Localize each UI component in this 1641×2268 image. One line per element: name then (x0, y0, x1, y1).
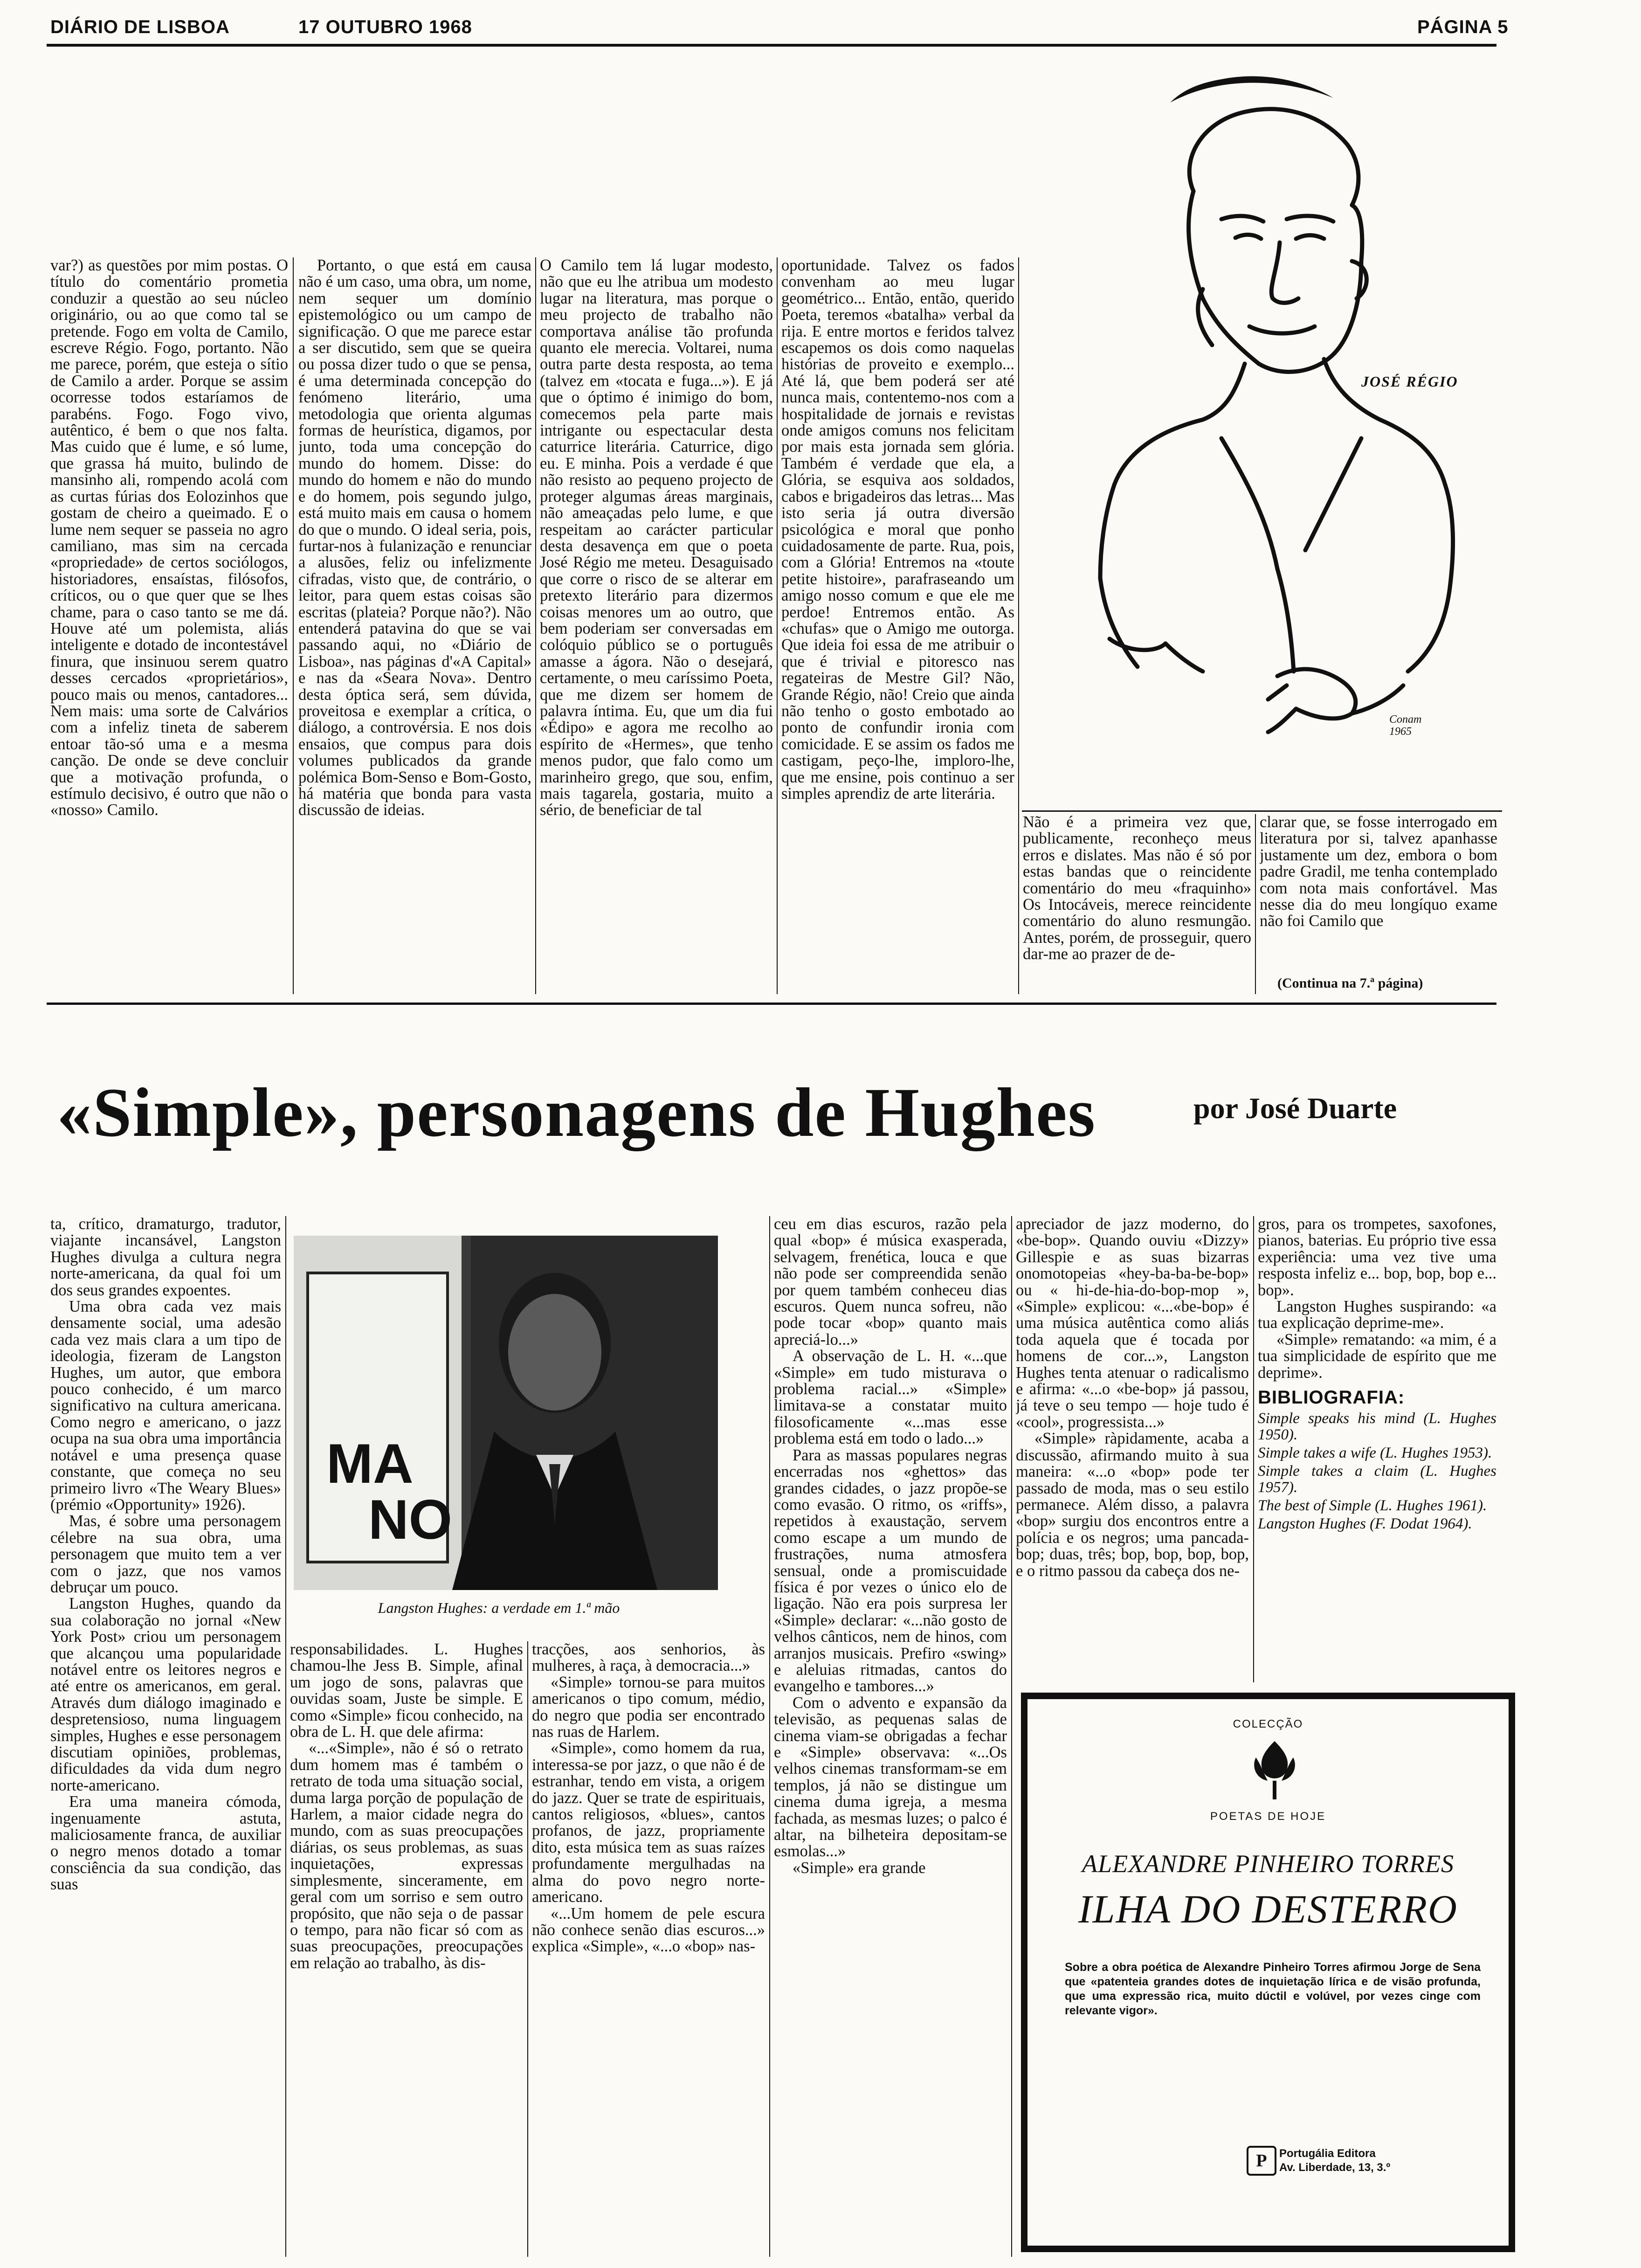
paragraph: Langston Hughes suspirando: «a tua explicação deprime-me». (1258, 1298, 1496, 1332)
paragraph: Langston Hughes, quando da sua colaboração no jornal «New York Post» criou um personagem que alcançou uma popularidade notável entre os leitores negros e até entre os americanos, em geral. Através dum diálogo imaginado e despretensioso, numa linguagem simples, Hughes e esse personagem discutiam opiniões, problemas, dificuldades da vida dum negro norte-americano. (50, 1595, 281, 1794)
top-article-text: O Camilo tem lá lugar modesto, não que eu lhe atribua um modesto lugar na literatura, mas porque o meu projecto de trabalho não comportava análise tão profunda quanto ele merecia. Voltarei, numa outra parte desta resposta, ao tema (talvez em «tocata e fuga...»). E já que o óptimo é inimigo do bom, comecemos pela parte mais intrigante ou espectacular desta caturrice literária. Caturrice, digo eu. E minha. Pois a verdade é que não resisto ao pequeno projecto de proteger algumas áreas marginais, não ameaçadas pelo lume, e que respeitam ao carácter particular desta desavença em que o poeta José Régio me meteu. Desaguisado que corre o risco de se alterar em pretexto literário para dizermos coisas menores um ao outro, que bem poderiam ser conversadas em colóquio público se o português amasse a ágora. Não o desejará, certamente, o meu caríssimo Poeta, que me dizem ser homem de palavra íntima. Eu, que um dia fui «Édipo» e agora me recolho ao espírito de «Hermes», que tenho menos pudor, que falo como um marinheiro grego, que sou, enfim, mais tagarela, gostaria, muito a sério, de beneficiar de tal (540, 257, 773, 819)
paragraph: Uma obra cada vez mais densamente social, uma adesão cada vez mais clara a um tipo de ideologia, fizeram de Langston Hughes, um autor, que embora pouco conhecido, é um marco significativo na cultura americana. Como negro e americano, o jazz ocupa na sua obra uma importância notável e uma presença quase constante, que começa no seu primeiro livro «The Weary Blues» (prémio «Opportunity» 1926). (50, 1298, 281, 1514)
portrait-bottom-rule (1022, 810, 1502, 812)
main-article-column-5 (1016, 1216, 1249, 1682)
top-article-column-6 (1260, 814, 1497, 973)
artist-signature: Conam 1965 (1389, 713, 1422, 738)
column-divider (527, 1641, 528, 2257)
paragraph: Com o advento e expansão da televisão, as pequenas salas de cinema viam-se obrigadas a fechar e «Simple» observava: «...Os velhos cinemas transformam-se em templos, já não se distingue um cinema duma igreja, a mesma fachada, as mesmas luzes; o palco é altar, na bilheteira depositam-se esmolas...» (774, 1694, 1007, 1860)
top-article-column-5 (1023, 814, 1251, 994)
top-article-column-4 (781, 257, 1014, 994)
newspaper-name: DIÁRIO DE LISBOA (50, 17, 230, 37)
top-article-text: Portanto, o que está em causa não é um caso, uma obra, um nome, nem sequer um domínio epistemológico ou um campo de significação. O que me parece estar a ser discutido, sem que se queira ou possa dizer tudo o que se pensa, é uma determinada concepção do fenómeno literário, uma metodologia que orienta algumas formas de heurística, digamos, por junto, toda uma concepção do mundo do homem. Disse: do mundo do homem e não do mundo e do homem, pois segundo julgo, está muito mais em causa o homem do que o mundo. O ideal seria, pois, furtar-nos à fulanização e renunciar a alusões, feliz ou infelizmente cifradas, visto que, de contrário, o leitor, para quem estas coisas são escritas (plateia? Porque não?). Não entenderá patavina do que se vai passando aqui, no «Diário de Lisboa», nas páginas d'«A Capital» e nas da «Seara Nova». Dentro desta óptica será, sem dúvida, proveitosa e exemplar a crítica, o diálogo, a controvérsia. E nos dois ensaios, que compus para dois volumes publicados da grande polémica Bom-Senso e Bom-Gosto, há matéria que bonda para vasta discussão de ideias. (298, 257, 531, 819)
main-article-column-3 (532, 1641, 765, 2257)
photo-caption: Langston Hughes: a verdade em 1.ª mão (378, 1599, 620, 1616)
column-divider (1253, 1216, 1254, 1682)
ad-series-name: POETAS DE HOJE (1210, 1810, 1326, 1823)
paragraph: «Simple» era grande (793, 1859, 926, 1877)
bibliography-list (1258, 1411, 1496, 1532)
paragraph: «Simple» tornou-se para muitos americanos o tipo comum, médio, do negro que podia ser encontrado nas ruas de Harlem. (532, 1673, 765, 1741)
top-article-text: var?) as questões por mim postas. O título do comentário prometia conduzir a questão ao seu núcleo originário, ou ao que como tal se pretende. Fogo em volta de Camilo, escreve Régio. Fogo, portanto. Não me parece, porém, que esteja o sítio de Camilo a arder. Porque se assim ocorresse todos estaríamos de parabéns. Fogo. Fogo vivo, autêntico, é bem o que nos falta. Mas cuido que é lume, e só lume, que grassa há muito, bulindo de mansinho ali, rompendo acolá com as curtas fúrias dos Eolozinhos que gostam de cheiro a queimado. E o lume nem sequer se passeia no agro camiliano, mas sim na cercada «propriedade» de certos sociólogos, historiadores, ensaístas, filósofos, críticos, ou o que quer que se lhes chame, para o caso tanto se me dá. Houve até um polemista, aliás inteligente e dotado de incontestável finura, que insinuou serem quatro desses cercados «proprietários», pouco mais ou menos, cantadores... Nem mais: uma sorte de Calvários com a infeliz tineta de saberem entoar tão-só uma e a mesma canção. De onde se deve concluir que a motivação profunda, o estímulo decisivo, é outro que não o «nosso» Camilo. (50, 257, 288, 819)
top-article-column-1 (50, 257, 288, 994)
paragraph: Mas, é sobre uma personagem célebre na sua obra, uma personagem que muito tem a ver com o jazz, que nos vamos debruçar um pouco. (50, 1512, 281, 1596)
portrait-caption: JOSÉ RÉGIO (1361, 373, 1458, 390)
top-article-column-3 (540, 257, 773, 994)
bibliography-heading: BIBLIOGRAFIA: (1258, 1387, 1405, 1408)
column-divider (293, 257, 294, 994)
column-divider (777, 257, 778, 994)
publisher-name: Portugália Editora (1279, 2147, 1376, 2160)
photo-langston-hughes (294, 1236, 718, 1590)
column-divider (1255, 814, 1256, 994)
column-divider (285, 1216, 286, 2257)
main-article-column-4 (774, 1216, 1007, 2257)
paragraph: «...«Simple», não é só o retrato dum homem mas é também o retrato de toda uma situação social, duma larga porção de população de Harlem, a maior cidade negra do mundo, com as suas preocupações diárias, os seus problemas, as suas inquietações, expressas simplesmente, sinceramente, em geral com um sorriso e sem outro propósito, que não seja o de passar o tempo, para não ficar só com as suas preocupações, preocupações em relação ao trabalho, às dis- (290, 1739, 523, 1972)
paragraph: «Simple» rematando: «a mim, é a tua simplicidade de espírito que me deprime». (1258, 1330, 1496, 1382)
ad-emblem-icon (1249, 1736, 1300, 1802)
publisher-logo-icon: P (1247, 2146, 1276, 2176)
main-article-column-6 (1258, 1216, 1496, 1682)
ad-book-title: ILHA DO DESTERRO (1078, 1887, 1458, 1931)
paragraph: gros, para os trompetes, saxofones, pianos, baterias. Eu próprio tive essa experiência: uma vez tive uma resposta infeliz e... bop, bop, bop e... bop». (1258, 1216, 1496, 1299)
bibliography-item: Simple takes a claim (L. Hughes 1957). (1258, 1463, 1496, 1496)
column-divider (1018, 257, 1019, 994)
ad-publisher (1279, 2147, 1390, 2175)
paragraph: tracções, aos senhorios, às mulheres, à raça, à democracia...» (532, 1641, 765, 1675)
paragraph: «Simple», como homem da rua, interessa-se por jazz, o que não é de estranhar, tendo em vista, a origem do jazz. Quer se trate de espirituais, cantos religiosos, «blues», cantos profanos, de jazz, propriamente dito, esta música tem as suas raízes profundamente mergulhadas na alma do povo negro norte-americano. (532, 1739, 765, 1906)
paragraph: ta, crítico, dramaturgo, tradutor, viajante incansável, Langston Hughes divulga a cultura negra norte-americana, da qual foi um dos seus grandes expoentes. (50, 1216, 281, 1299)
top-article-text: clarar que, se fosse interrogado em literatura por si, talvez apanhasse justamente um dez, embora o bom padre Gradil, me tenha contemplado com nota mais confortável. Mas nesse dia do meu longíquo exame não foi Camilo que (1260, 814, 1497, 930)
issue-date: 17 OUTUBRO 1968 (298, 17, 472, 37)
photo-book-text-1: MA (326, 1432, 414, 1495)
article-byline: por José Duarte (1193, 1092, 1397, 1125)
paragraph: Para as massas populares negras encerradas nos «ghettos» das grandes cidades, o jazz propõe-se como evasão. O ritmo, os «riffs», repetidos à exaustação, servem como escape a um mundo de frustrações, numa atmosfera sensual, onde a promiscuidade física é por vezes o único elo de ligação. Não era pois surpresa ler «Simple» declarar: «...não gosto de velhos cânticos, nem de hinos, com arranjos musicais. Prefiro «swing» e aleluias ritmadas, cantos do evangelho e tambores...» (774, 1446, 1007, 1695)
photo-book-text-2: NO (368, 1488, 452, 1551)
paragraph: apreciador de jazz moderno, do «be-bop». Quando ouviu «Dizzy» Gillespie e as suas bizarras onomotopeias «hey-ba-ba-be-bop» ou « hi-de-hia-do-bop-mop », «Simple» explicou: «...«be-bop» é uma música autêntica como aliás toda aquela que é tocada por homens de cor...», Langston Hughes tenta atenuar o radicalismo e afirma: «...o «be-bop» já passou, já teve o seu tempo — hoje tudo é «cool», progressista...» (1016, 1216, 1249, 1431)
main-article-column-2 (290, 1641, 523, 2257)
ad-author: ALEXANDRE PINHEIRO TORRES (1082, 1850, 1454, 1878)
publisher-address: Av. Liberdade, 13, 3.º (1279, 2161, 1391, 2174)
continued-note: (Continua na 7.ª página) (1277, 975, 1423, 991)
main-article-column-1 (50, 1216, 281, 2257)
top-article-column-2 (298, 257, 531, 994)
column-divider (769, 1216, 770, 2257)
top-article-text: oportunidade. Talvez os fados convenham ao meu lugar geométrico... Então, então, querido Poeta, teremos «batalha» verbal da rija. E entre mortos e feridos talvez escapemos os dois como naquelas histórias de proveito e exemplo... Até lá, que bem poderá ser até nunca mais, contentemo-nos com a hospitalidade de jornais e revistas onde amigos comuns nos felicitam por mais esta jornada sem glória. Também é verdade que ela, a Glória, se esquiva aos soldados, cabos e brigadeiros das letras... Mas isto seria já outra diversão psicológica e moral que ponho cuidadosamente de parte. Rua, pois, com a Glória! Entremos na «toute petite histoire», parafraseando um amigo nosso comum e que ele me perdoe! Entremos então. As «chufas» que o Amigo me outorga. Que ideia foi essa de me atribuir o que é trivial e pitoresco nas regateiras de Mestre Gil? Não, Grande Régio, não! Creio que ainda não tenho o gosto embotado ao ponto de confundir ironia com comicidade. E se assim os fados me castigam, peço-lhe, imploro-lhe, que me ensine, pois continuo a ser simples aprendiz de arte literária. (781, 257, 1014, 802)
paragraph: responsabilidades. L. Hughes chamou-lhe Jess B. Simple, afinal um jogo de sons, palavras que ouvidas soam, Juste be simple. E como «Simple» ficou conhecido, na obra de L. H. que dele afirma: (290, 1641, 523, 1741)
page-number: PÁGINA 5 (1417, 17, 1509, 37)
bibliography-item: Langston Hughes (F. Dodat 1964). (1258, 1515, 1472, 1533)
paragraph: Era uma maneira cómoda, ingenuamente astuta, maliciosamente franca, de auxiliar o negro menos dotado a tomar consciência da sua condição, das suas (50, 1793, 281, 1894)
article-title: «Simple», personagens de Hughes (57, 1074, 1096, 1151)
book-advertisement (1021, 1693, 1515, 2252)
ad-series-label: COLECÇÃO (1233, 1718, 1303, 1730)
photo-graphic (294, 1236, 718, 1590)
column-divider (535, 257, 536, 994)
ad-blurb: Sobre a obra poética de Alexandre Pinheiro Torres afirmou Jorge de Sena que «patenteia grandes dotes de inquietação lírica e de visão profunda, que uma expressão rica, muito dúctil e volúvel, por vezes cinge com relevante vigor». (1065, 1961, 1481, 2017)
header-rule (47, 44, 1496, 47)
paragraph: «Simple» ràpidamente, acaba a discussão, afirmando muito à sua maneira: «...o «bop» pode ter passado de moda, mas o seu estilo permanece. Além disso, a palavra «bop» surgiu dos encontros entre a polícia e os negros; uma pancada-bop; duas, três; bop, bop, bop, bop, e o ritmo passou da cabeça dos ne- (1016, 1430, 1249, 1580)
bibliography-item: Simple speaks his mind (L. Hughes 1950). (1258, 1410, 1496, 1444)
portrait-jose-regio (1026, 65, 1506, 797)
bibliography-item: Simple takes a wife (L. Hughes 1953). (1258, 1445, 1492, 1462)
bibliography-item: The best of Simple (L. Hughes 1961). (1258, 1497, 1487, 1514)
flower-emblem-icon (1249, 1736, 1300, 1802)
paragraph: «...Um homem de pele escura não conhece senão dias escuros...» explica «Simple», «...o «bop» nas- (532, 1904, 765, 1956)
paragraph: A observação de L. H. «...que «Simple» em tudo misturava o problema racial...» «Simple» limitava-se a constatar muito filosoficamente «...mas esse problema está em todo o lado...» (774, 1347, 1007, 1448)
top-article-text: Não é a primeira vez que, publicamente, reconheço meus erros e dislates. Mas não é só por estas bandas que o reincidente comentário do meu «fraquinho» Os Intocáveis, merece reincidente comentário do aluno resmungão. Antes, porém, de prosseguir, quero dar-me ao prazer de de- (1023, 814, 1251, 963)
caricature-drawing (1026, 65, 1506, 797)
column-divider (1011, 1216, 1012, 2257)
section-rule (47, 1003, 1496, 1005)
paragraph: ceu em dias escuros, razão pela qual «bop» é música exasperada, selvagem, frenética, louca e que não pode ser compreendida senão por quem também conheceu dias escuros. Quem nunca sofreu, não pode tocar «bop» quanto mais apreciá-lo...» (774, 1216, 1007, 1348)
